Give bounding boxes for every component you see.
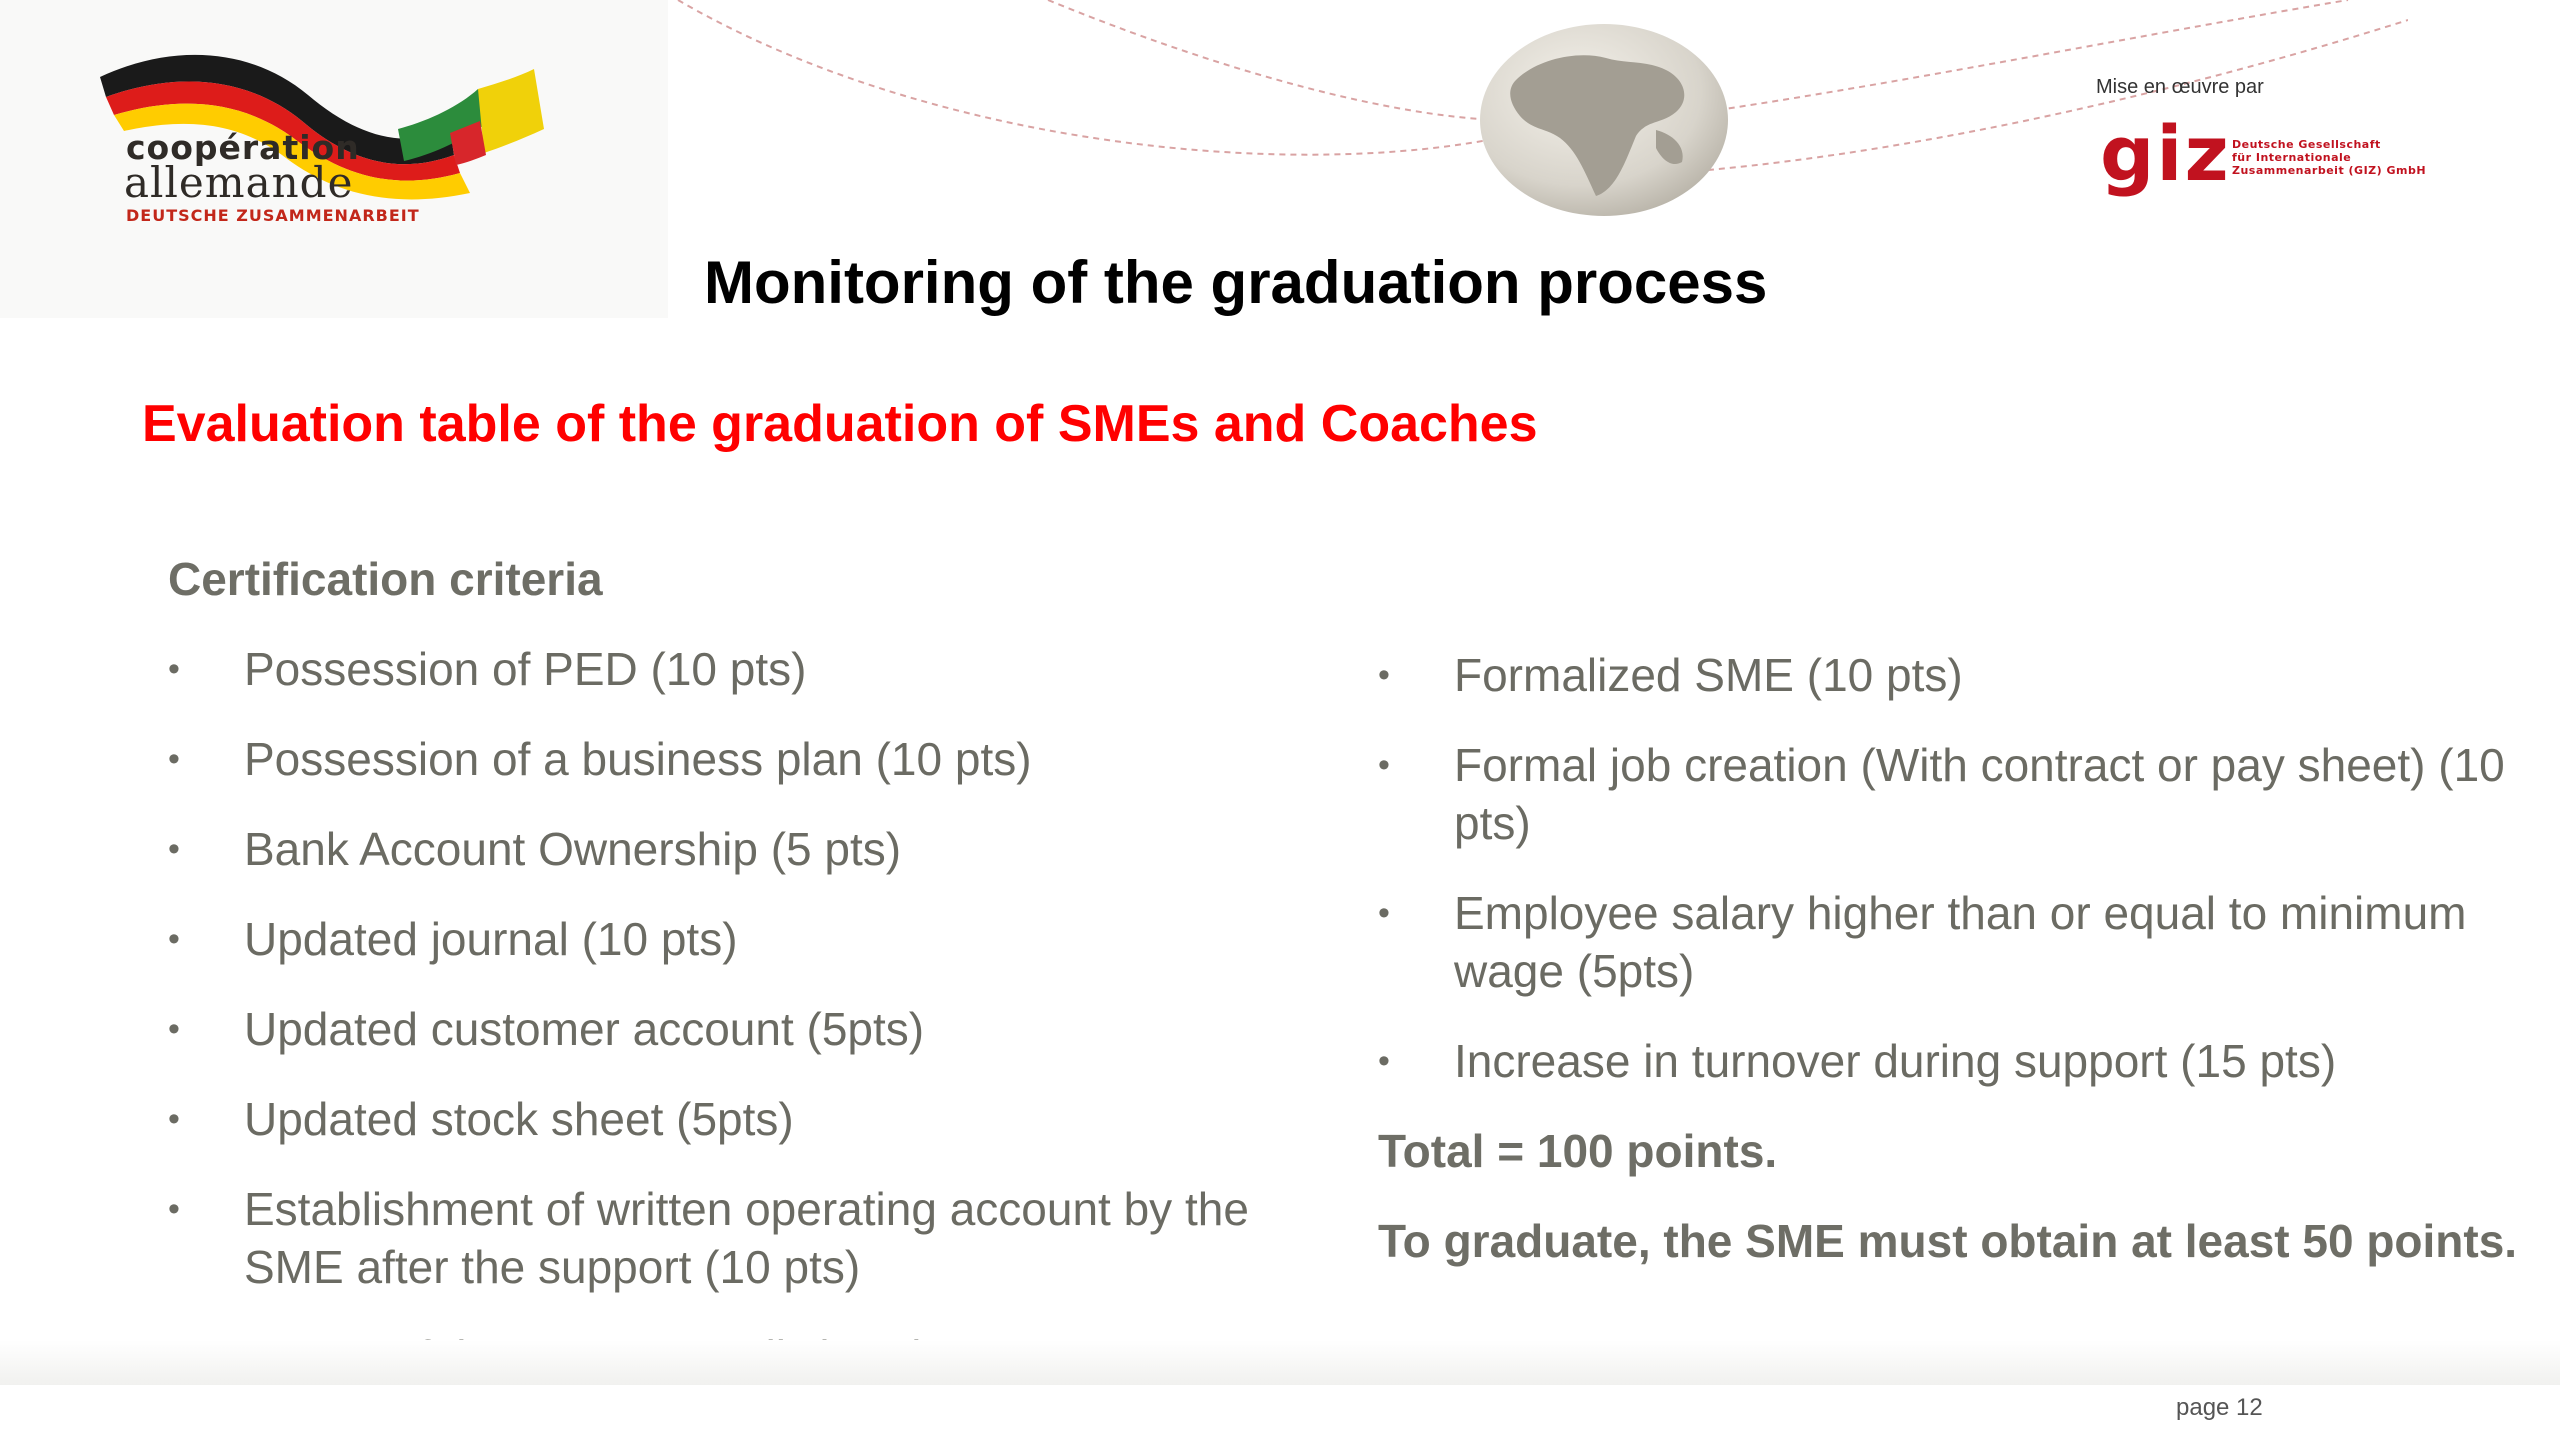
list-item xyxy=(168,910,1368,968)
bullet-icon: • xyxy=(168,1190,180,1228)
criterion-text: Formal job creation (With contract or pay sheet) (10 pts) xyxy=(1454,739,2505,849)
bullet-icon: • xyxy=(168,830,180,868)
bullet-icon: • xyxy=(1378,894,1390,932)
implementer-caption: Mise en œuvre par xyxy=(2096,76,2264,98)
giz-logo-line: für Internationale xyxy=(2232,151,2352,164)
criterion-text: Formalized SME (10 pts) xyxy=(1454,649,1963,701)
list-item xyxy=(168,1090,1368,1148)
list-item xyxy=(1378,736,2518,852)
list-item xyxy=(168,730,1368,788)
logo-word-allemande: allemande xyxy=(124,158,354,207)
logo-word-cooperation: coopération xyxy=(126,128,360,167)
criterion-text: Increase in turnover during support (15 pts) xyxy=(1454,1035,2337,1087)
bullet-icon: • xyxy=(168,1100,180,1138)
footer-fade xyxy=(0,1340,2560,1385)
list-item xyxy=(1378,646,2518,704)
list-item xyxy=(168,820,1368,878)
criterion-text: Updated customer account (5pts) xyxy=(244,1003,925,1055)
criterion-text: Possession of PED (10 pts) xyxy=(244,643,807,695)
giz-logo-line: Deutsche Gesellschaft xyxy=(2232,138,2381,151)
criteria-list xyxy=(168,640,1368,1386)
slide-subtitle: Evaluation table of the graduation of SMEs and Coaches xyxy=(142,395,1538,453)
criterion-text: Possession of a business plan (10 pts) xyxy=(244,733,1032,785)
bullet-icon: • xyxy=(168,920,180,958)
criterion-text: Bank Account Ownership (5 pts) xyxy=(244,823,902,875)
page-number: page 12 xyxy=(2176,1394,2263,1421)
logo-word-deutsche-zusammenarbeit: DEUTSCHE ZUSAMMENARBEIT xyxy=(126,206,420,225)
total-points: Total = 100 points. xyxy=(1378,1125,1778,1177)
list-item xyxy=(168,1000,1368,1058)
bullet-icon: • xyxy=(168,1010,180,1048)
graduation-threshold: To graduate, the SME must obtain at least 50 points. xyxy=(1378,1215,2518,1267)
slide-title: Monitoring of the graduation process xyxy=(704,249,1768,316)
header-logo-panel xyxy=(0,0,668,318)
giz-logo-mark: giz xyxy=(2100,109,2231,198)
giz-logo-line: Zusammenarbeit (GIZ) GmbH xyxy=(2232,164,2427,177)
list-item xyxy=(1378,1032,2518,1090)
bullet-icon: • xyxy=(1378,656,1390,694)
certification-criteria-column xyxy=(168,552,1368,1418)
criterion-text: Updated journal (10 pts) xyxy=(244,913,738,965)
giz-logo-description xyxy=(2232,138,2426,177)
criterion-text: Employee salary higher than or equal to minimum wage (5pts) xyxy=(1454,887,2467,997)
bullet-icon: • xyxy=(1378,746,1390,784)
additional-criteria-column xyxy=(1378,646,2518,1302)
column-heading: Certification criteria xyxy=(168,553,603,605)
bullet-icon: • xyxy=(168,650,180,688)
bullet-icon: • xyxy=(1378,1042,1390,1080)
globe-icon xyxy=(1476,20,1732,220)
list-item xyxy=(168,640,1368,698)
criteria-list xyxy=(1378,646,2518,1090)
criterion-text: Updated stock sheet (5pts) xyxy=(244,1093,794,1145)
bullet-icon: • xyxy=(168,740,180,778)
list-item xyxy=(168,1180,1368,1296)
list-item xyxy=(1378,884,2518,1000)
criterion-text: Establishment of written operating account by the SME after the support (10 pts) xyxy=(244,1183,1249,1293)
